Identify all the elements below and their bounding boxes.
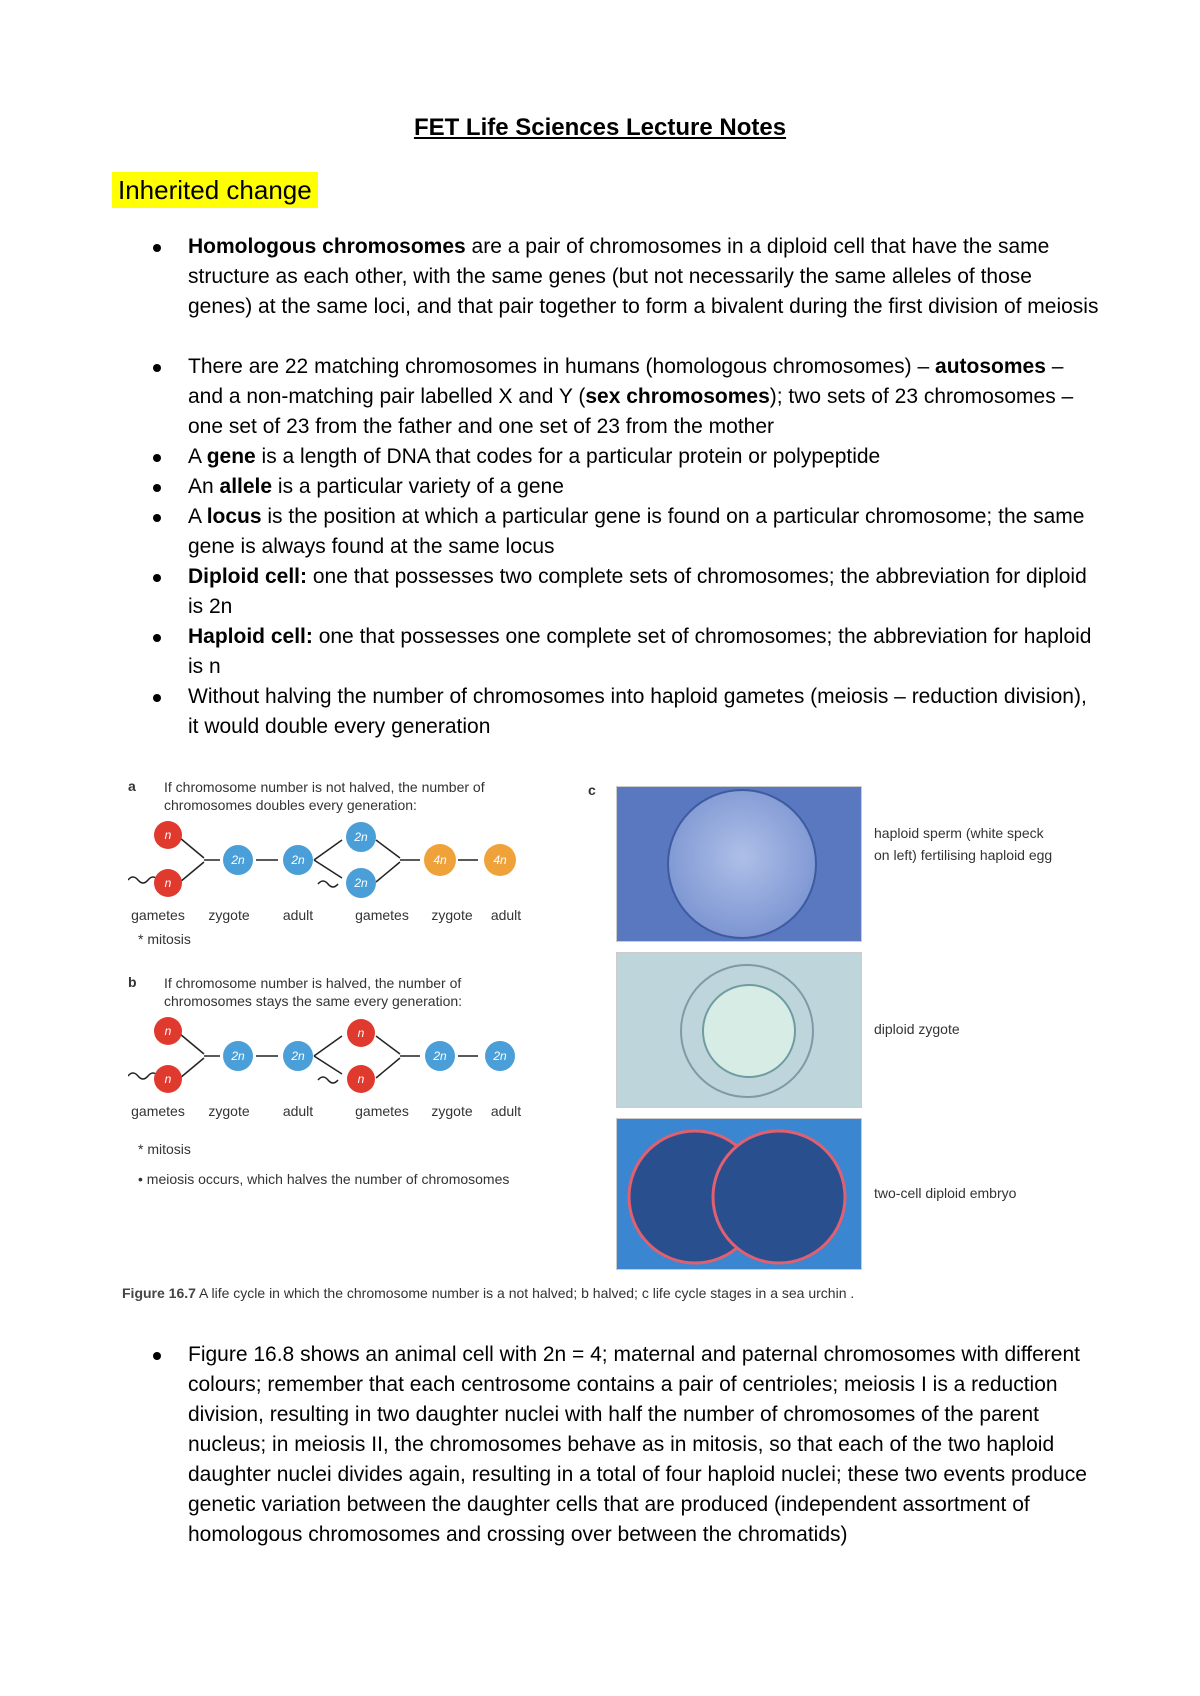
figure-caption: Figure 16.7 A life cycle in which the chromosome number is a not halved; b halved; c life cycle stages in a sea urchin . bbox=[122, 1285, 855, 1301]
bullet-icon bbox=[153, 694, 161, 702]
photo-caption: haploid sperm (white speck on left) fertilising haploid egg bbox=[874, 825, 1053, 863]
cell-label: 4n bbox=[433, 853, 447, 867]
list-item: Figure 16.8 shows an animal cell with 2n = 4; maternal and paternal chromosomes with different colours; remember that each centrosome contains a pair of centrioles; meiosis I is a reduction division, resulting in two daughter nuclei with half the number of chromosomes of the parent nucleus; in meiosis II, the chromosomes behave as in mitosis, so that each of the two haploid daughter nuclei divides again, resulting in a total of four haploid nuclei; these two events produce genetic variation between the daughter cells that are produced (independent assortment of homologous chromosomes and crossing over between the chromatids) bbox=[0, 1340, 1200, 1550]
stage-label: adult bbox=[282, 907, 314, 923]
diagram-b bbox=[128, 1016, 548, 1186]
photo-fertilisation bbox=[616, 786, 862, 942]
list-item: A locus is the position at which a particular gene is found on a particular chromosome; the same gene is always found at the same locus bbox=[0, 502, 1200, 562]
photo-caption: two-cell diploid embryo bbox=[874, 1185, 1017, 1201]
stage-label: adult bbox=[282, 1103, 314, 1119]
stage-label: gametes bbox=[131, 907, 185, 923]
stage-label: zygote bbox=[431, 907, 473, 923]
cell-label: 2n bbox=[291, 853, 305, 867]
cell-label: n bbox=[164, 1072, 172, 1086]
bullet-icon bbox=[153, 1352, 161, 1360]
stage-label: gametes bbox=[355, 907, 409, 923]
bullet-icon bbox=[153, 484, 161, 492]
stage-label: zygote bbox=[208, 1103, 250, 1119]
embryo-image bbox=[617, 1119, 861, 1269]
cell-label: n bbox=[164, 828, 172, 842]
panel-description: If chromosome number is not halved, the number of chromosomes doubles every generation: bbox=[164, 779, 485, 813]
footnote: * mitosis bbox=[138, 1141, 191, 1157]
bullet-icon bbox=[153, 634, 161, 642]
bullet-icon bbox=[153, 574, 161, 582]
list-item: Diploid cell: one that possesses two complete sets of chromosomes; the abbreviation for diploid is 2n bbox=[0, 562, 1200, 622]
list-item: A gene is a length of DNA that codes for a particular protein or polypeptide bbox=[0, 442, 1200, 472]
cell-label: 2n bbox=[354, 830, 368, 844]
bullet-icon bbox=[153, 364, 161, 372]
bullet-icon bbox=[153, 514, 161, 522]
panel-letter: c bbox=[588, 782, 596, 798]
stage-label: gametes bbox=[131, 1103, 185, 1119]
section-heading: Inherited change bbox=[112, 172, 318, 208]
page-title: FET Life Sciences Lecture Notes bbox=[413, 114, 787, 141]
cell-label: 4n bbox=[493, 853, 507, 867]
footnote: • meiosis occurs, which halves the number of chromosomes bbox=[138, 1171, 510, 1186]
stage-label: adult bbox=[490, 1103, 522, 1119]
figure-panel-c bbox=[588, 782, 596, 798]
panel-letter: a bbox=[128, 778, 136, 794]
egg-image bbox=[617, 787, 861, 941]
list-item: Haploid cell: one that possesses one complete set of chromosomes; the abbreviation for haploid is n bbox=[0, 622, 1200, 682]
cell-label: 2n bbox=[231, 1049, 245, 1063]
panel-description: If chromosome number is halved, the number of chromosomes stays the same every generation: bbox=[164, 975, 463, 1009]
bullet-icon bbox=[153, 454, 161, 462]
cell-label: 2n bbox=[291, 1049, 305, 1063]
list-item: An allele is a particular variety of a gene bbox=[0, 472, 1200, 502]
panel-letter: b bbox=[128, 974, 137, 990]
zygote-image bbox=[617, 953, 861, 1107]
photo-caption: diploid zygote bbox=[874, 1021, 960, 1037]
bullet-icon bbox=[153, 244, 161, 252]
photo-embryo bbox=[616, 1118, 862, 1270]
stage-label: zygote bbox=[208, 907, 250, 923]
cell-label: n bbox=[357, 1026, 365, 1040]
cell-label: n bbox=[164, 1024, 172, 1038]
stage-label: gametes bbox=[355, 1103, 409, 1119]
cell-label: 2n bbox=[493, 1049, 507, 1063]
cell-label: 2n bbox=[433, 1049, 447, 1063]
stage-label: adult bbox=[490, 907, 522, 923]
list-item: Without halving the number of chromosomes into haploid gametes (meiosis – reduction division), it would double every generation bbox=[0, 682, 1200, 742]
list-item: Homologous chromosomes are a pair of chromosomes in a diploid cell that have the same structure as each other, with the same genes (but not necessarily the same alleles of those genes) at the same loci, and that pair together to form a bivalent during the first division of meiosis bbox=[0, 232, 1200, 352]
cell-label: n bbox=[164, 876, 172, 890]
stage-label: zygote bbox=[431, 1103, 473, 1119]
cell-label: 2n bbox=[354, 876, 368, 890]
footnote: * mitosis bbox=[138, 931, 191, 947]
list-item: There are 22 matching chromosomes in humans (homologous chromosomes) – autosomes – and a non-matching pair labelled X and Y (sex chromosomes); two sets of 23 chromosomes – one set of 23 from the father and one set of 23 from the mother bbox=[0, 352, 1200, 442]
bullet-list bbox=[0, 232, 1200, 742]
diagram-a bbox=[128, 820, 548, 950]
photo-zygote bbox=[616, 952, 862, 1108]
cell-label: 2n bbox=[231, 853, 245, 867]
bullet-list-2 bbox=[0, 1340, 1200, 1550]
cell-label: n bbox=[357, 1072, 365, 1086]
